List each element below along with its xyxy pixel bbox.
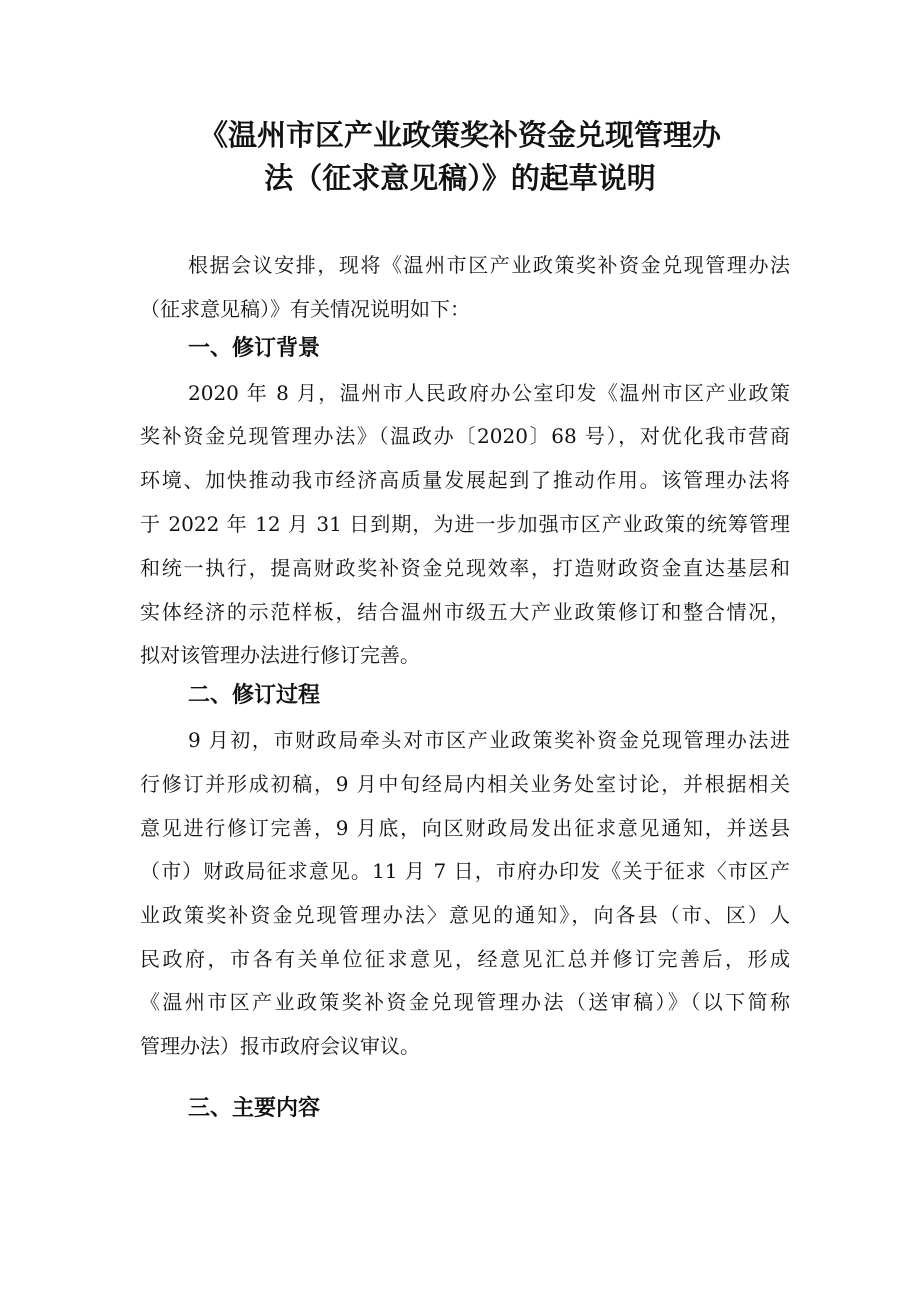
body-line: （市）财政局征求意见。11 月 7 日，市府办印发《关于征求〈市区产 — [140, 859, 790, 883]
section-heading-process: 二、修订过程 — [188, 683, 321, 708]
section-heading-main-content: 三、主要内容 — [188, 1096, 321, 1121]
intro-line: （征求意见稿）》有关情况说明如下： — [140, 297, 470, 321]
body-line: 2020 年 8 月，温州市人民政府办公室印发《温州市区产业政策 — [188, 381, 790, 405]
body-line: 奖补资金兑现管理办法》（温政办〔2020〕68 号），对优化我市营商 — [140, 424, 790, 448]
body-line: 意见进行修订完善，9 月底，向区财政局发出征求意见通知，并送县 — [140, 816, 790, 840]
document-title-line-1: 《温州市区产业政策奖补资金兑现管理办 — [198, 118, 721, 152]
body-line: 管理办法）报市政府会议审议。 — [140, 1034, 420, 1058]
section-heading-background: 一、修订背景 — [188, 336, 321, 361]
body-line: 9 月初，市财政局牵头对市区产业政策奖补资金兑现管理办法进 — [188, 728, 790, 752]
intro-line: 根据会议安排，现将《温州市区产业政策奖补资金兑现管理办法 — [188, 253, 790, 277]
document-title-line-2: 法（征求意见稿）》的起草说明 — [264, 161, 656, 195]
body-line: 环境、加快推动我市经济高质量发展起到了推动作用。该管理办法将 — [140, 468, 790, 492]
body-line: 民政府，市各有关单位征求意见，经意见汇总并修订完善后，形成 — [140, 947, 790, 971]
body-line: 和统一执行，提高财政奖补资金兑现效率，打造财政资金直达基层和 — [140, 556, 790, 580]
body-line: 业政策奖补资金兑现管理办法〉意见的通知》，向各县（市、区）人 — [140, 903, 790, 927]
body-line: 于 2022 年 12 月 31 日到期，为进一步加强市区产业政策的统筹管理 — [140, 512, 790, 536]
body-line: 行修订并形成初稿，9 月中旬经局内相关业务处室讨论，并根据相关 — [140, 772, 790, 796]
body-line: 《温州市区产业政策奖补资金兑现管理办法（送审稿）》（以下简称 — [140, 990, 790, 1014]
body-line: 拟对该管理办法进行修订完善。 — [140, 643, 420, 667]
body-line: 实体经济的示范样板，结合温州市级五大产业政策修订和整合情况， — [140, 600, 790, 624]
